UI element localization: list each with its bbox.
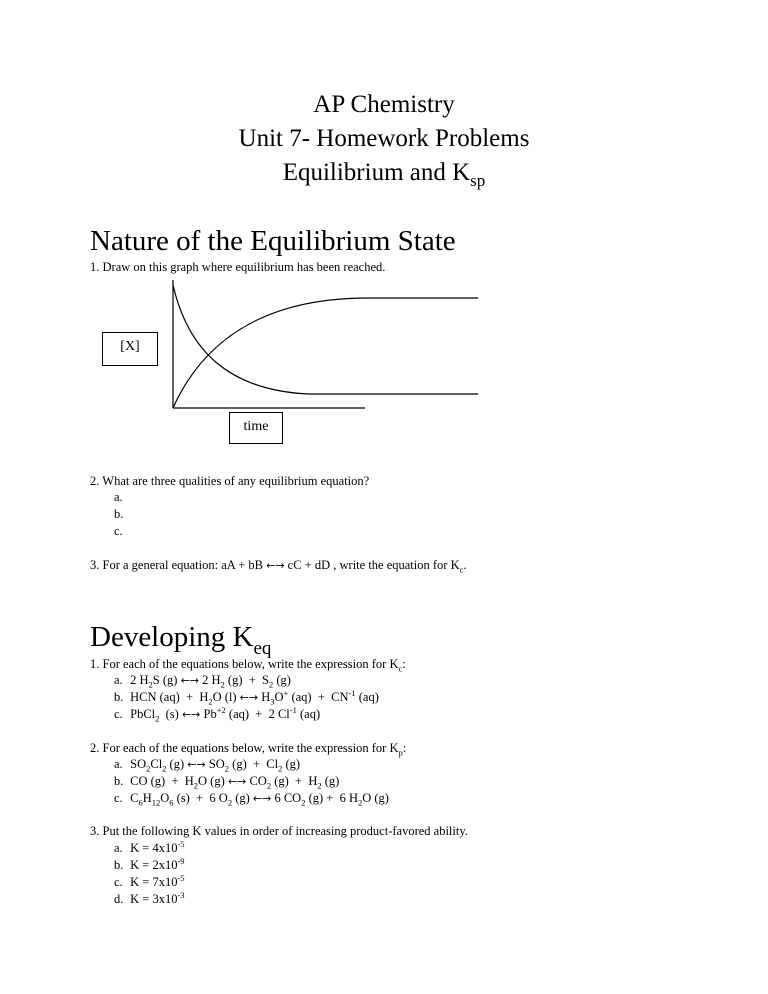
equilibrium-arrow-icon: ←→ [227,775,247,788]
equilibrium-arrow-icon: ←→ [266,559,285,572]
title-line-3: Equilibrium and $K_{sp}$ [282,159,486,190]
graph-x-label: time [229,412,283,444]
question-1-draw: 1. Draw on this graph where equilibrium has been reached. [90,260,386,274]
equilibrium-arrow-icon: ←→ [180,674,199,687]
equilibrium-arrow-icon: ←→ [239,691,259,704]
equation-h2s: a. 2 $H_2S$ (g) ←→ 2 $H_2$ $(g) + S_2$ (g) [114,673,291,690]
equilibrium-arrow-icon: ←→ [187,758,206,771]
equation-hcn: b. HCN $(aq) + H_2O$ (l) ←→ $H_3O^+$ $(aq) + CN^{-1}$ (aq) [114,687,379,707]
graph-y-label: [X] [102,332,158,366]
product-curve [173,298,478,408]
k-value-c: c. $K = 7x10^{-5}$ [114,872,185,889]
equation-pbcl2: c. PbCl$_2$ (s) ←→ $Pb^{+2}$ (aq) + 2 $Cl^{-1}$ (aq) [114,704,321,724]
title-line-2: Unit 7- Homework Problems [238,125,530,152]
question-3-general-equation: 3. For a general equation: aA + bB ←→ cC + dD , write the equation for $K_c$. [90,558,467,575]
k-value-a: a. $K = 4x10^{-5}$ [114,838,185,855]
equation-so2cl2: a. $SO_2Cl_2$ (g) ←→ $SO_2$ $(g) + Cl_2$ (g) [114,757,301,774]
question-3-k-order: 3. Put the following K values in order of increasing product-favored ability. [90,824,468,838]
question-1-kc: 1. For each of the equations below, write the expression for $K_c$: [90,657,406,674]
question-2-qualities: 2. What are three qualities of any equilibrium equation? [90,474,370,488]
equilibrium-arrow-icon: ←→ [252,792,272,805]
answer-line-a: a. [114,490,123,504]
question-2-kp: 2. For each of the equations below, write the expression for $K_p$: [90,741,407,758]
equilibrium-arrow-icon: ←→ [181,708,201,721]
equation-co: b. CO $(g) + H_2O$ (g) ←→ $CO_2$ $(g) + H_2$ (g) [114,774,340,791]
reactant-curve [173,285,478,394]
k-value-d: d. $K = 3x10^{-3}$ [114,889,185,906]
k-value-b: b. $K = 2x10^{-9}$ [114,855,185,872]
answer-line-c: c. [114,524,123,538]
title-line-1: AP Chemistry [313,91,455,118]
equilibrium-graph [168,280,488,415]
answer-line-b: b. [114,507,124,521]
section-heading-developing-keq: Developing $K_{eq}$ [90,621,272,659]
equation-glucose: c. $C_6H_{12}O_6$ (s) + 6 $O_2$ (g) ←→ 6 $CO_2$ (g) + 6 $H_2O$ (g) [114,791,389,808]
section-heading-nature: Nature of the Equilibrium State [90,225,456,257]
